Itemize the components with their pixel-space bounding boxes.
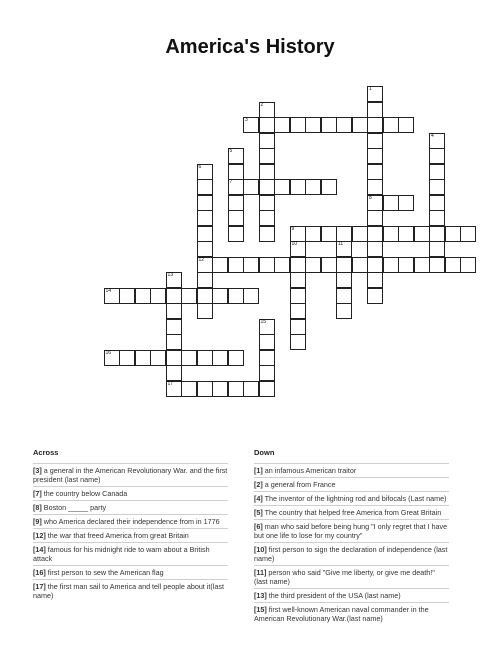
grid-cell[interactable] <box>166 319 182 335</box>
clue-text: the third president of the USA (last name) <box>266 591 401 600</box>
grid-cell[interactable] <box>197 210 213 226</box>
grid-cell[interactable] <box>290 288 306 304</box>
grid-cell[interactable] <box>259 350 275 366</box>
grid-cell[interactable] <box>352 117 368 133</box>
grid-cell[interactable] <box>228 350 244 366</box>
clue-number: [15] <box>254 605 267 614</box>
clue-number: [1] <box>254 466 263 475</box>
cell-number: 9 <box>291 225 295 232</box>
clue-number: [11] <box>254 568 267 577</box>
grid-cell[interactable] <box>336 288 352 304</box>
across-clue <box>33 528 228 542</box>
grid-cell[interactable] <box>290 272 306 288</box>
across-clue <box>33 565 228 579</box>
grid-cell[interactable] <box>166 288 182 304</box>
grid-cell[interactable] <box>197 164 213 180</box>
cell-number: 10 <box>291 241 298 247</box>
across-clue <box>33 486 228 500</box>
down-clue <box>254 519 449 542</box>
grid-cell[interactable] <box>352 257 368 273</box>
grid-cell[interactable] <box>429 226 445 242</box>
grid-cell[interactable] <box>119 288 135 304</box>
grid-cell[interactable] <box>367 241 383 257</box>
grid-cell[interactable] <box>460 257 476 273</box>
grid-cell[interactable] <box>383 226 399 242</box>
cell-number: 1 <box>369 86 372 92</box>
grid-cell[interactable] <box>197 272 213 288</box>
grid-cell[interactable] <box>228 179 244 195</box>
clue-text: the first man sail to America and tell people about it(last name) <box>33 582 224 600</box>
down-clues <box>254 448 449 625</box>
grid-cell[interactable] <box>429 179 445 195</box>
cell-number: 15 <box>260 318 267 325</box>
grid-cell[interactable] <box>197 303 213 319</box>
grid-cell[interactable] <box>228 210 244 226</box>
grid-cell[interactable] <box>259 210 275 226</box>
grid-cell[interactable] <box>414 226 430 242</box>
grid-cell[interactable] <box>259 164 275 180</box>
clue-text: first person to sew the American flag <box>45 568 164 577</box>
grid-cell[interactable] <box>429 210 445 226</box>
grid-cell[interactable] <box>383 257 399 273</box>
grid-cell[interactable] <box>367 179 383 195</box>
clue-text: the country below Canada <box>41 489 128 498</box>
clue-text: Boston _____ party <box>41 503 107 512</box>
grid-cell[interactable] <box>445 226 461 242</box>
grid-cell[interactable] <box>445 257 461 273</box>
cell-number: 5 <box>229 148 233 154</box>
grid-cell[interactable] <box>352 226 368 242</box>
grid-cell[interactable] <box>212 381 228 397</box>
grid-cell[interactable] <box>259 381 275 397</box>
down-clue <box>254 505 449 519</box>
grid-cell[interactable] <box>259 195 275 211</box>
grid-cell[interactable] <box>460 226 476 242</box>
cell-number: 17 <box>167 380 174 387</box>
grid-cell[interactable] <box>197 241 213 257</box>
across-clue <box>33 542 228 565</box>
grid-cell[interactable] <box>166 350 182 366</box>
grid-cell[interactable] <box>290 319 306 335</box>
grid-cell[interactable] <box>290 241 306 257</box>
grid-cell[interactable] <box>290 257 306 273</box>
grid-cell[interactable] <box>259 334 275 350</box>
across-clue <box>33 514 228 528</box>
clue-number: [3] <box>33 466 42 475</box>
across-clue <box>33 579 228 602</box>
grid-cell[interactable] <box>305 179 321 195</box>
grid-cell[interactable] <box>197 350 213 366</box>
grid-cell[interactable] <box>367 226 383 242</box>
cell-number: 12 <box>198 256 205 263</box>
grid-cell[interactable] <box>243 381 259 397</box>
clue-text: the war that freed America from great Britain <box>45 531 189 540</box>
clue-number: [4] <box>254 494 263 503</box>
grid-cell[interactable] <box>228 148 244 164</box>
grid-cell[interactable] <box>336 117 352 133</box>
grid-cell[interactable] <box>119 350 135 366</box>
grid-cell[interactable] <box>367 210 383 226</box>
grid-cell[interactable] <box>228 195 244 211</box>
grid-cell[interactable] <box>321 117 337 133</box>
grid-cell[interactable] <box>305 117 321 133</box>
grid-cell[interactable] <box>367 117 383 133</box>
grid-cell[interactable] <box>414 257 430 273</box>
cell-number: 6 <box>198 163 202 170</box>
grid-cell[interactable] <box>228 257 244 273</box>
grid-cell[interactable] <box>290 226 306 242</box>
down-list <box>254 463 449 625</box>
grid-cell[interactable] <box>243 179 259 195</box>
grid-cell[interactable] <box>367 272 383 288</box>
grid-cell[interactable] <box>197 179 213 195</box>
grid-cell[interactable] <box>197 226 213 242</box>
grid-cell[interactable] <box>367 102 383 118</box>
clue-number: [13] <box>254 591 267 600</box>
grid-cell[interactable] <box>259 319 275 335</box>
grid-cell[interactable] <box>259 257 275 273</box>
grid-cell[interactable] <box>135 350 151 366</box>
grid-cell[interactable] <box>274 179 290 195</box>
grid-cell[interactable] <box>259 365 275 381</box>
cell-number: 13 <box>167 272 174 278</box>
grid-cell[interactable] <box>429 257 445 273</box>
grid-cell[interactable] <box>259 179 275 195</box>
grid-cell[interactable] <box>181 381 197 397</box>
clue-number: [5] <box>254 508 263 517</box>
grid-cell[interactable] <box>197 257 213 273</box>
down-heading: Down <box>254 448 275 457</box>
grid-cell[interactable] <box>367 148 383 164</box>
clue-text: first well-known American naval commander in the American Revolutionary War.(last name) <box>254 605 429 623</box>
grid-cell[interactable] <box>243 288 259 304</box>
grid-cell[interactable] <box>197 381 213 397</box>
down-clue <box>254 491 449 505</box>
grid-cell[interactable] <box>321 179 337 195</box>
grid-cell[interactable] <box>321 257 337 273</box>
grid-cell[interactable] <box>259 102 275 118</box>
cell-number: 8 <box>369 194 372 201</box>
grid-cell[interactable] <box>429 133 445 149</box>
grid-cell[interactable] <box>367 195 383 211</box>
clue-text: The inventor of the lightning rod and bifocals (Last name) <box>262 494 447 503</box>
clue-text: first person to sign the declaration of independence (last name) <box>254 545 448 563</box>
grid-cell[interactable] <box>290 179 306 195</box>
grid-cell[interactable] <box>290 334 306 350</box>
clue-text: who America declared their independence from in 1776 <box>41 517 220 526</box>
grid-cell[interactable] <box>181 288 197 304</box>
grid-cell[interactable] <box>398 195 414 211</box>
grid-cell[interactable] <box>166 365 182 381</box>
grid-cell[interactable] <box>259 226 275 242</box>
clue-text: person who said "Give me liberty, or give me death!" (last name) <box>254 568 435 586</box>
across-clue <box>33 463 228 486</box>
clue-number: [7] <box>33 489 42 498</box>
cell-number: 16 <box>105 349 112 356</box>
down-clue <box>254 477 449 491</box>
cell-number: 11 <box>338 241 344 247</box>
across-heading: Across <box>33 448 59 457</box>
grid-cell[interactable] <box>429 195 445 211</box>
grid-cell[interactable] <box>336 303 352 319</box>
grid-cell[interactable] <box>336 226 352 242</box>
grid-cell[interactable] <box>305 226 321 242</box>
across-clue <box>33 500 228 514</box>
grid-cell[interactable] <box>135 288 151 304</box>
grid-cell[interactable] <box>367 86 383 102</box>
clue-text: an infamous American traitor <box>262 466 357 475</box>
cell-number: 2 <box>260 101 264 108</box>
grid-cell[interactable] <box>383 117 399 133</box>
grid-cell[interactable] <box>367 164 383 180</box>
grid-cell[interactable] <box>212 257 228 273</box>
grid-cell[interactable] <box>150 350 166 366</box>
grid-cell[interactable] <box>383 195 399 211</box>
grid-cell[interactable] <box>259 133 275 149</box>
clue-text: The country that helped free America from Great Britain <box>262 508 442 517</box>
grid-cell[interactable] <box>274 257 290 273</box>
clue-number: [8] <box>33 503 42 512</box>
grid-cell[interactable] <box>274 117 290 133</box>
clue-number: [14] <box>33 545 46 554</box>
grid-cell[interactable] <box>429 164 445 180</box>
down-clue <box>254 542 449 565</box>
grid-cell[interactable] <box>367 288 383 304</box>
grid-cell[interactable] <box>429 241 445 257</box>
grid-cell[interactable] <box>228 226 244 242</box>
grid-cell[interactable] <box>398 117 414 133</box>
clue-number: [6] <box>254 522 263 531</box>
cell-number: 3 <box>245 117 248 123</box>
grid-cell[interactable] <box>166 381 182 397</box>
cell-number: 7 <box>229 179 233 185</box>
cell-number: 4 <box>431 132 434 139</box>
grid-cell[interactable] <box>290 303 306 319</box>
grid-cell[interactable] <box>243 117 259 133</box>
grid-cell[interactable] <box>150 288 166 304</box>
grid-cell[interactable] <box>166 303 182 319</box>
grid-cell[interactable] <box>104 288 120 304</box>
grid-cell[interactable] <box>104 350 120 366</box>
puzzle-title: America's History <box>165 36 335 58</box>
down-clue <box>254 565 449 588</box>
grid-cell[interactable] <box>259 117 275 133</box>
clue-text: a general in the American Revolutionary War. and the first president (last name) <box>33 466 228 484</box>
grid-cell[interactable] <box>228 164 244 180</box>
clue-number: [9] <box>33 517 42 526</box>
grid-cell[interactable] <box>181 350 197 366</box>
grid-cell[interactable] <box>228 381 244 397</box>
grid-cell[interactable] <box>429 148 445 164</box>
clue-number: [10] <box>254 545 267 554</box>
grid-cell[interactable] <box>197 195 213 211</box>
clue-text: a general from France <box>262 480 336 489</box>
grid-cell[interactable] <box>398 226 414 242</box>
grid-cell[interactable] <box>212 350 228 366</box>
clue-text: man who said before being hung "I only regret that I have but one life to lose for my country" <box>254 522 448 540</box>
clue-number: [17] <box>33 582 46 591</box>
clue-number: [12] <box>33 531 46 540</box>
clue-text: famous for his midnight ride to warn about a British attack <box>33 545 210 563</box>
grid-cell[interactable] <box>197 288 213 304</box>
grid-cell[interactable] <box>321 226 337 242</box>
grid-cell[interactable] <box>259 148 275 164</box>
grid-cell[interactable] <box>398 257 414 273</box>
grid-cell[interactable] <box>166 334 182 350</box>
grid-cell[interactable] <box>367 257 383 273</box>
across-clues <box>33 448 228 602</box>
grid-cell[interactable] <box>336 257 352 273</box>
across-list <box>33 463 228 602</box>
grid-cell[interactable] <box>367 133 383 149</box>
cell-number: 14 <box>105 287 112 294</box>
clue-number: [2] <box>254 480 263 489</box>
grid-cell[interactable] <box>243 257 259 273</box>
grid-cell[interactable] <box>212 288 228 304</box>
grid-cell[interactable] <box>305 257 321 273</box>
down-clue <box>254 602 449 625</box>
grid-cell[interactable] <box>336 241 352 257</box>
down-clue <box>254 588 449 602</box>
grid-cell[interactable] <box>336 272 352 288</box>
down-clue <box>254 463 449 477</box>
grid-cell[interactable] <box>290 117 306 133</box>
clue-number: [16] <box>33 568 46 577</box>
grid-cell[interactable] <box>166 272 182 288</box>
grid-cell[interactable] <box>228 288 244 304</box>
